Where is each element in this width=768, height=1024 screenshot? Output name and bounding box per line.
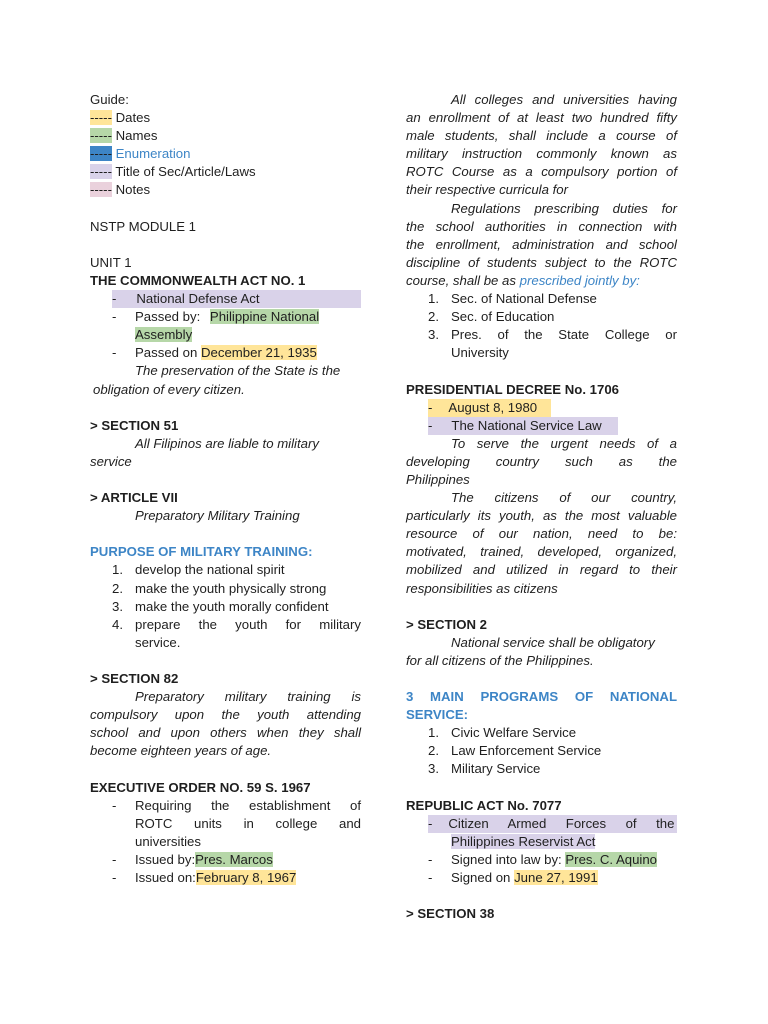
signed-by-value: Pres. C. Aquino	[565, 851, 658, 867]
ra7077-title-cont-text: Philippines Reservist Act	[451, 833, 596, 849]
commonwealth-quote-cont: obligation of every citizen.	[93, 381, 245, 397]
program-item	[406, 742, 677, 760]
legend-swatch-notes: -----	[90, 182, 112, 198]
regulations-line: discipline of students subject to the ROTC	[406, 254, 677, 270]
signed-on-label: Signed on	[451, 870, 511, 886]
right-column	[406, 91, 677, 923]
prescribed-jointly-enumeration: prescribed jointly by:	[519, 272, 640, 288]
pd1706-p2-line: motivated, trained, developed, organized,	[406, 544, 677, 560]
legend-enumeration	[90, 145, 361, 163]
prescribed-item-number: 2.	[428, 309, 439, 325]
purpose-item-number: 3.	[112, 598, 123, 614]
signed-by-label: Signed into law by:	[451, 851, 562, 867]
rotc-paragraph-line: ROTC Course as a compulsory portion of	[406, 164, 677, 180]
article7-heading: > ARTICLE VII	[90, 490, 178, 506]
purpose-item-number: 2.	[112, 580, 123, 596]
legend-label-titles: Title of Sec/Article/Laws	[115, 164, 256, 180]
eo59-requiring-cont: ROTC units in college and	[135, 815, 361, 831]
eo59-issued-on: - Issued on:February 8, 1967	[112, 870, 297, 886]
regulations-line: Regulations prescribing duties for	[451, 200, 677, 216]
regulations-text: course, shall be as	[406, 272, 516, 288]
purpose-item-text: make the youth physically strong	[135, 580, 327, 596]
pd1706-p2-line: particularly its youth, as the most valuable	[406, 508, 677, 524]
module-title: NSTP MODULE 1	[90, 218, 197, 234]
rotc-paragraph-line: All colleges and universities having	[451, 92, 677, 107]
rotc-paragraph-line: an enrollment of at least two hundred fifty	[406, 110, 677, 126]
commonwealth-title-bullet	[112, 290, 361, 308]
ra7077-heading: REPUBLIC ACT No. 7077	[406, 797, 562, 813]
section51-text-cont: service	[90, 453, 132, 469]
prescribed-item-text: Sec. of National Defense	[451, 291, 597, 307]
section82-heading: > SECTION 82	[90, 671, 179, 686]
pd1706-date-bullet: - August 8, 1980	[428, 399, 551, 417]
prescribed-item	[406, 290, 677, 308]
purpose-item	[90, 598, 361, 616]
rotc-paragraph-line: male students, shall include a course of	[406, 128, 677, 144]
rotc-paragraph-line: their respective curricula for	[406, 182, 568, 198]
section2-heading: > SECTION 2	[406, 616, 487, 632]
article7-text: Preparatory Military Training	[135, 508, 300, 524]
passed-on-date: December 21, 1935	[201, 345, 317, 361]
section82-line: become eighteen years of age.	[90, 743, 272, 759]
passed-by-item-cont	[90, 326, 361, 344]
prescribed-item	[406, 326, 677, 344]
purpose-item-number: 1.	[112, 562, 123, 578]
issued-on-label: Issued on:	[135, 870, 196, 886]
section2-text: National service shall be obligatory	[451, 634, 655, 650]
rotc-paragraph-line: military instruction commonly known as	[406, 146, 677, 162]
section82-line: compulsory upon the youth attending	[90, 707, 361, 723]
pd1706-p2-line: The citizens of our country,	[451, 490, 677, 506]
legend-names	[90, 127, 361, 145]
ra7077-signed-on: - Signed on June 27, 1991	[428, 870, 598, 886]
legend-swatch-enumeration: -----	[90, 146, 112, 162]
program-item	[406, 724, 677, 742]
prescribed-item-number: 3.	[428, 327, 439, 343]
purpose-item-text: prepare the youth for military	[135, 616, 361, 632]
pd1706-p1-line: developing country such as the	[406, 453, 677, 469]
prescribed-item	[406, 308, 677, 326]
purpose-item-cont: service.	[135, 634, 181, 650]
legend-swatch-dates: -----	[90, 110, 112, 126]
signed-on-date: June 27, 1991	[514, 870, 598, 886]
unit-title: UNIT 1	[90, 254, 132, 270]
issued-by-label: Issued by:	[135, 851, 196, 867]
legend-label-dates: Dates	[115, 110, 151, 126]
program-item-number: 1.	[428, 725, 439, 741]
prescribed-item-text: Sec. of Education	[451, 309, 555, 325]
program-item	[406, 760, 677, 778]
prescribed-item-number: 1.	[428, 291, 439, 307]
legend-dates	[90, 109, 361, 127]
issued-on-date: February 8, 1967	[195, 870, 297, 886]
regulations-line-last	[406, 272, 677, 290]
pd1706-p1-line: To serve the urgent needs of a	[451, 435, 677, 451]
pd1706-title-bullet: - The National Service Law	[428, 417, 618, 435]
issued-by-value: Pres. Marcos	[195, 851, 273, 867]
section51-heading: > SECTION 51	[90, 417, 179, 433]
legend-label-notes: Notes	[115, 182, 151, 198]
pd1706-title: The National Service Law	[451, 417, 602, 433]
bullet-dash: -	[112, 291, 117, 307]
legend-swatch-titles: -----	[90, 164, 112, 180]
pd1706-p1-line: Philippines	[406, 471, 470, 487]
purpose-item-number: 4.	[112, 616, 123, 632]
purpose-item-text: make the youth morally confident	[135, 598, 329, 614]
eo59-heading: EXECUTIVE ORDER NO. 59 S. 1967	[90, 779, 311, 795]
regulations-line: the enrollment, administration and school	[406, 236, 677, 252]
purpose-heading: PURPOSE OF MILITARY TRAINING:	[90, 544, 313, 560]
purpose-item	[90, 580, 361, 598]
commonwealth-heading: THE COMMONWEALTH ACT NO. 1	[90, 272, 306, 288]
pd1706-heading: PRESIDENTIAL DECREE No. 1706	[406, 381, 620, 397]
section51-text: All Filipinos are liable to military	[135, 435, 319, 451]
prescribed-item-cont: University	[451, 345, 509, 361]
regulations-line: the school authorities in connection with	[406, 218, 677, 234]
pd1706-date: August 8, 1980	[448, 399, 538, 415]
passed-by-item: - Passed by: Philippine National	[112, 309, 320, 325]
passed-by-value: Philippine National	[209, 309, 320, 325]
ra7077-title-cont	[406, 833, 677, 851]
pd1706-p2-line: resource of our nation, need to be:	[406, 526, 677, 542]
programs-heading: 3 MAIN PROGRAMS OF NATIONAL	[406, 689, 677, 705]
eo59-requiring-item: - Requiring the establishment of	[90, 797, 361, 815]
commonwealth-quote: The preservation of the State is the	[135, 363, 341, 379]
ra7077-signed-by: - Signed into law by: Pres. C. Aquino	[428, 851, 658, 867]
guide-title: Guide:	[90, 92, 129, 107]
ra7077-title: Citizen Armed Forces of the	[448, 815, 675, 831]
legend-swatch-names: -----	[90, 128, 112, 144]
legend-notes	[90, 181, 361, 199]
passed-on-label: Passed on	[135, 345, 198, 361]
section82-line: Preparatory military training is	[135, 689, 361, 705]
ra7077-title-bullet: - Citizen Armed Forces of the	[428, 815, 677, 833]
pd1706-p2-line: mobilized and utilized in regard to their	[406, 562, 677, 578]
section2-text-cont: for all citizens of the Philippines.	[406, 652, 594, 668]
passed-by-label: Passed by:	[135, 309, 201, 325]
commonwealth-title-text: National Defense Act	[136, 291, 260, 307]
section82-line: school and upon others when they shall	[90, 725, 361, 741]
program-item-text: Military Service	[451, 761, 541, 777]
programs-heading-cont: SERVICE:	[406, 707, 469, 723]
prescribed-item-text: Pres. of the State College or	[451, 327, 677, 343]
left-column	[90, 91, 361, 887]
program-item-number: 2.	[428, 743, 439, 759]
purpose-item	[90, 561, 361, 579]
eo59-issued-by: - Issued by:Pres. Marcos	[112, 851, 273, 867]
passed-by-value-cont: Assembly	[135, 327, 193, 343]
eo59-requiring-cont: universities	[135, 833, 201, 849]
program-item-text: Civic Welfare Service	[451, 725, 577, 741]
legend-label-names: Names	[115, 128, 158, 144]
program-item-number: 3.	[428, 761, 439, 777]
passed-on-item: - Passed on December 21, 1935	[112, 345, 317, 361]
section38-heading: > SECTION 38	[406, 906, 495, 922]
eo59-requiring-text: Requiring the establishment of	[135, 797, 361, 813]
purpose-item-text: develop the national spirit	[135, 562, 285, 578]
purpose-item	[90, 616, 361, 634]
legend-titles	[90, 163, 361, 181]
program-item-text: Law Enforcement Service	[451, 743, 602, 759]
legend-label-enumeration: Enumeration	[115, 146, 191, 162]
pd1706-p2-line: responsibilities as citizens	[406, 580, 558, 596]
